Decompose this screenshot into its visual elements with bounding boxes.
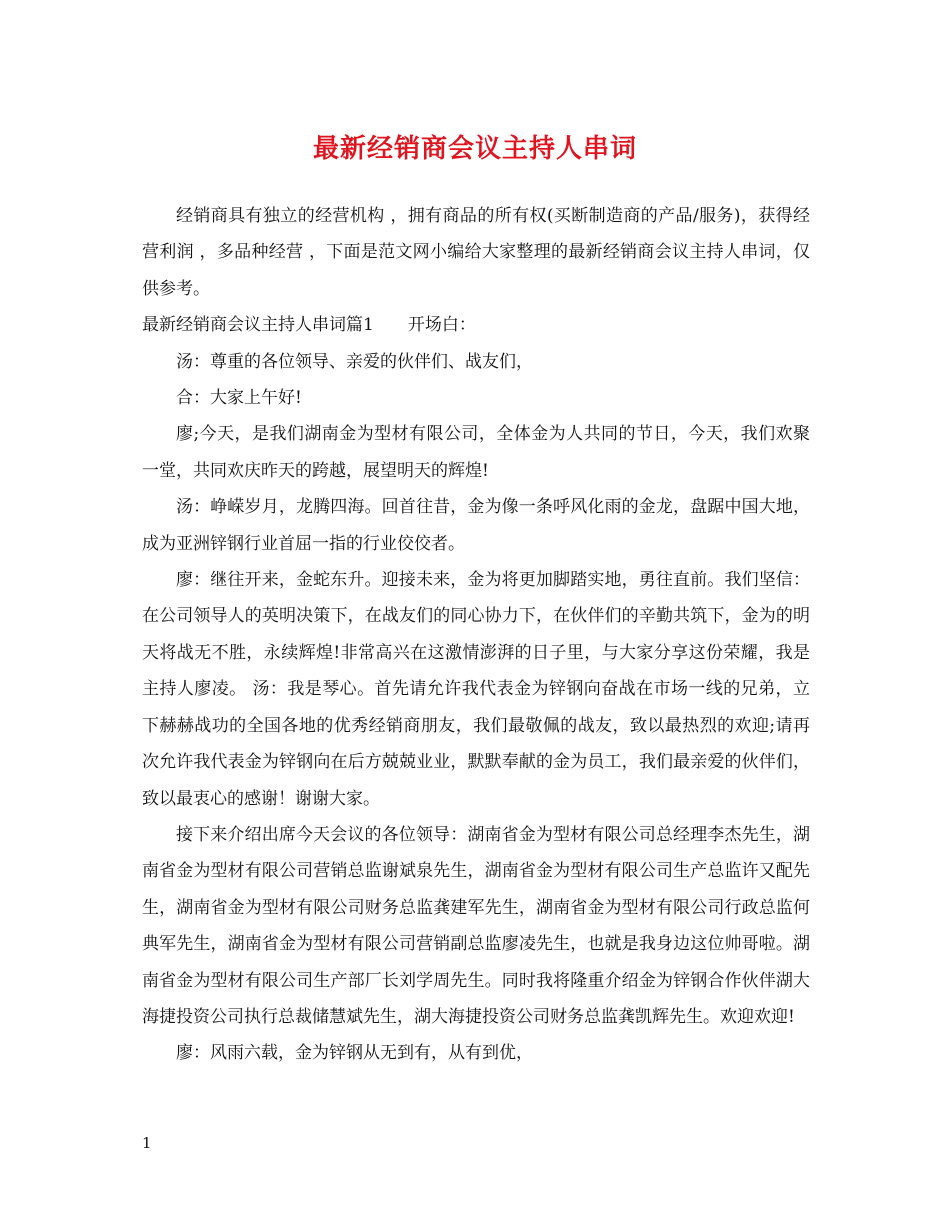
dialogue-paragraph: 廖：继往开来，金蛇东升。迎接未来，金为将更加脚踏实地，勇往直前。我们坚信：在公司领导人的英明决策下，在战友们的同心协力下，在伙伴们的辛勤共筑下，金为的明天将战无不胜，永续辉煌!非常高兴在这激情澎湃的日子里，与大家分享这份荣耀，我是主持人廖凌。 汤：我是琴心。首先请允许我代表金为锌钢向奋战在市场一线的兄弟，立下赫赫战功的全国各地的优秀经销商朋友，我们最敬佩的战友，致以最热烈的欢迎;请再次允许我代表金为锌钢向在后方兢兢业业，默默奉献的金为员工，我们最亲爱的伙伴们，致以最衷心的感谢！谢谢大家。	[142, 570, 810, 809]
dialogue-paragraph: 接下来介绍出席今天会议的各位领导：湖南省金为型材有限公司总经理李杰先生，湖南省金为型材有限公司营销总监谢斌泉先生，湖南省金为型材有限公司生产总监许又配先生，湖南省金为型材有限公司财务总监龚建军先生，湖南省金为型材有限公司行政总监何典军先生，湖南省金为型材有限公司营销副总监廖凌先生，也就是我身边这位帅哥啦。湖南省金为型材有限公司生产部厂长刘学周先生。同时我将隆重介绍金为锌钢合作伙伴湖大海捷投资公司执行总裁储慧斌先生，湖大海捷投资公司财务总监龚凯辉先生。欢迎欢迎!	[142, 824, 810, 1027]
dialogue-paragraph: 合：大家上午好!	[176, 388, 302, 409]
dialogue-paragraph: 廖：风雨六载，金为锌钢从无到有，从有到优，	[176, 1043, 533, 1064]
document-body	[142, 198, 810, 1072]
dialogue-paragraph: 汤：峥嵘岁月，龙腾四海。回首往昔，金为像一条呼风化雨的金龙，盘踞中国大地，成为亚洲锌钢行业首屈一指的行业佼佼者。	[142, 497, 810, 554]
dialogue-paragraph: 廖;今天，是我们湖南金为型材有限公司，全体金为人共同的节日，今天，我们欢聚一堂，共同欢庆昨天的跨越，展望明天的辉煌!	[142, 424, 810, 481]
document-title: 最新经销商会议主持人串词	[312, 134, 637, 164]
dialogue-paragraph: 汤：尊重的各位领导、亲爱的伙伴们、战友们，	[176, 351, 533, 372]
section-heading: 最新经销商会议主持人串词篇1 开场白：	[142, 315, 476, 336]
page-number: 1	[142, 1134, 152, 1152]
intro-paragraph: 经销商具有独立的经营机构 ，拥有商品的所有权(买断制造商的产品/服务)，获得经营利润 ，多品种经营 ，下面是范文网小编给大家整理的最新经销商会议主持人串词，仅供参考。	[142, 206, 810, 299]
